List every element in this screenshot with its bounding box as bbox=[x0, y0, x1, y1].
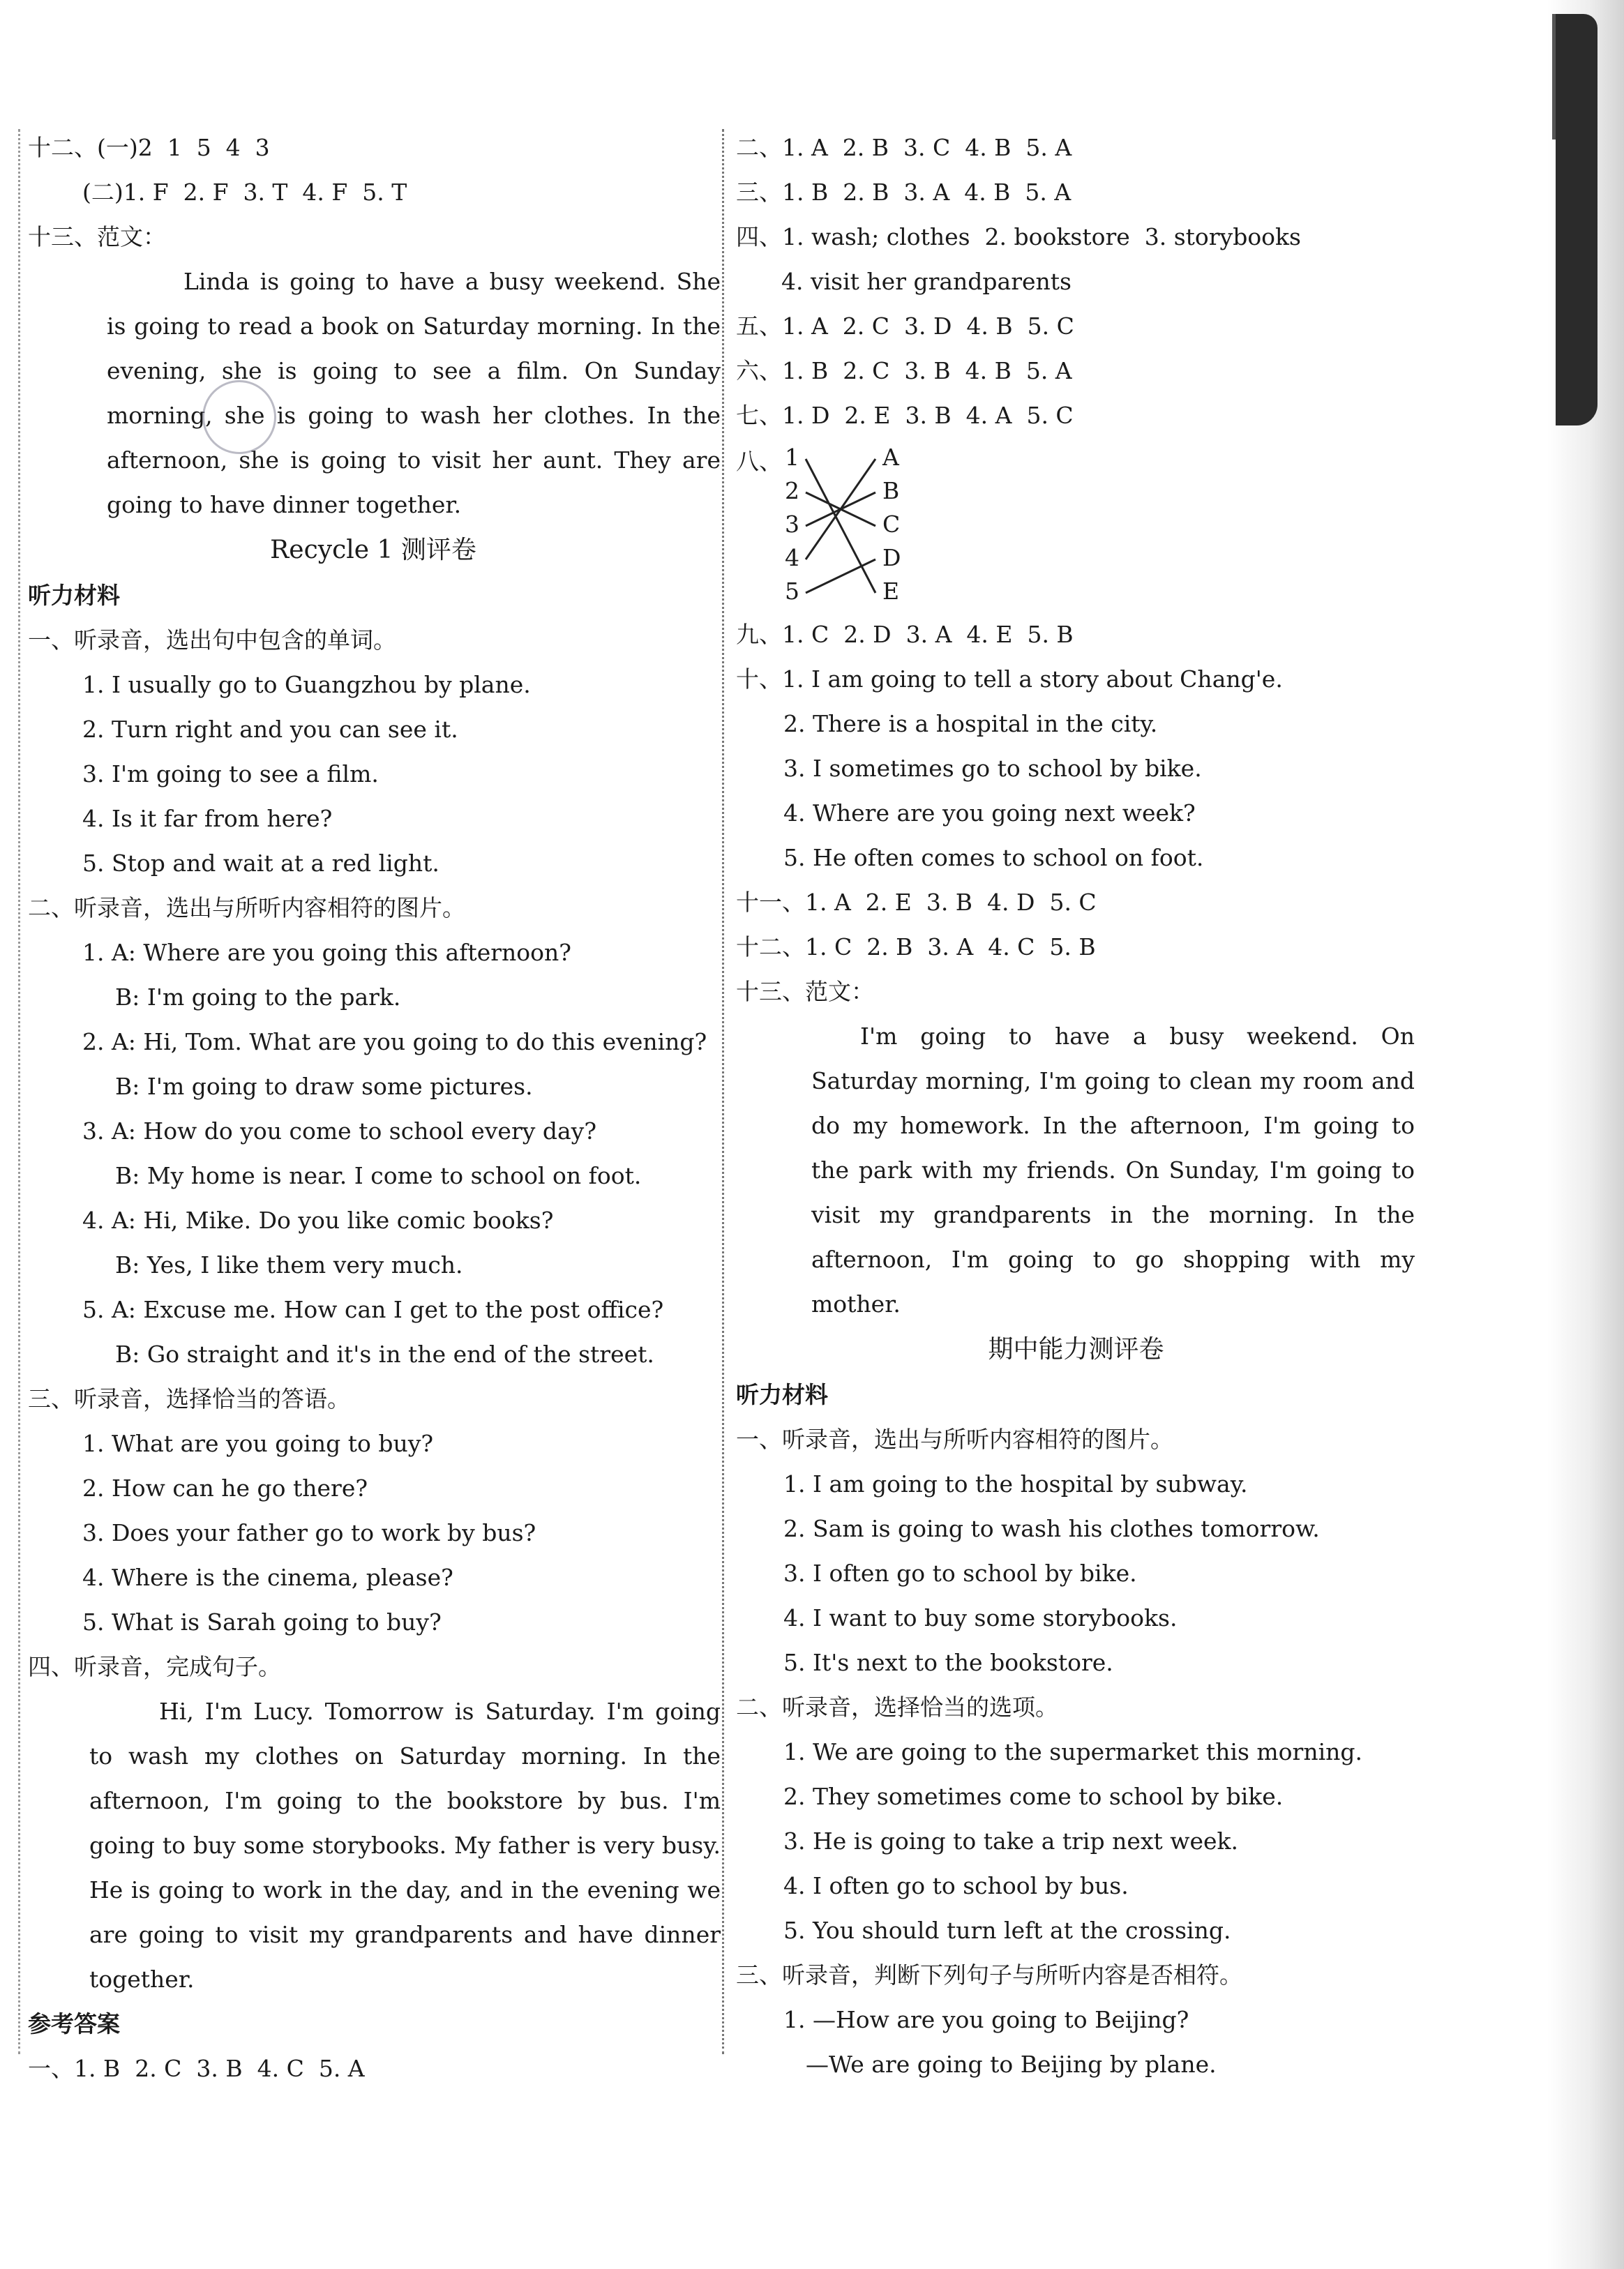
section-title-midterm: 期中能力测评卷 bbox=[988, 1335, 1164, 1364]
match-letter: E bbox=[882, 578, 900, 605]
list-item: 4. I want to buy some storybooks. bbox=[783, 1604, 1178, 1631]
dialogue-line-b: B: Yes, I like them very much. bbox=[115, 1251, 463, 1279]
matching-label: 八、 bbox=[736, 448, 782, 475]
essay-heading: 十三、范文： bbox=[28, 223, 166, 250]
right-column bbox=[736, 126, 1416, 2087]
list-item: 5. He often comes to school on foot. bbox=[783, 844, 1204, 871]
reference-answers-heading: 参考答案 bbox=[28, 2010, 120, 2037]
list-item: 1. We are going to the supermarket this morning. bbox=[783, 1738, 1362, 1765]
sample-essay-1: Linda is going to have a busy weekend. She is going to read a book on Saturday morning. In the evening, she is going to see a film. On Sunday morning, she is going to wash her clothes. In the afternoon, she is going to visit her aunt. They are going to have dinner together. bbox=[107, 268, 721, 518]
question-heading: 一、听录音，选出与所听内容相符的图片。 bbox=[736, 1426, 1173, 1453]
list-item: 1. What are you going to buy? bbox=[82, 1430, 434, 1457]
list-item: 3. I often go to school by bike. bbox=[783, 1560, 1137, 1587]
dialogue-line-b: —We are going to Beijing by plane. bbox=[806, 2051, 1217, 2078]
question-heading: 一、听录音，选出句中包含的单词。 bbox=[28, 626, 396, 654]
dialogue-line-b: B: Go straight and it's in the end of the street. bbox=[115, 1341, 654, 1368]
dialogue-line-a: 5. A: Excuse me. How can I get to the post office? bbox=[82, 1296, 664, 1323]
list-item: 3. I sometimes go to school by bike. bbox=[783, 755, 1202, 782]
answer-line: 三、1. B 2. B 3. A 4. B 5. A bbox=[736, 179, 1072, 206]
list-item: 1. I usually go to Guangzhou by plane. bbox=[82, 671, 531, 698]
dialogue-line-a: 2. A: Hi, Tom. What are you going to do this evening? bbox=[82, 1028, 707, 1055]
dialogue-line-a: 1. —How are you going to Beijing? bbox=[783, 2006, 1189, 2033]
matching-lines bbox=[799, 438, 882, 612]
match-number: 1 bbox=[785, 444, 799, 471]
list-item: 4. Is it far from here? bbox=[82, 805, 333, 832]
dialogue-line-b: B: My home is near. I come to school on foot. bbox=[115, 1162, 642, 1189]
match-line-1-d bbox=[806, 459, 875, 593]
answer-line: 十、1. I am going to tell a story about Chang'e. bbox=[736, 665, 1283, 693]
question-heading: 二、听录音，选出与所听内容相符的图片。 bbox=[28, 894, 465, 921]
list-item: 2. Sam is going to wash his clothes tomorrow. bbox=[783, 1515, 1320, 1542]
answer-line: 一、1. B 2. C 3. B 4. C 5. A bbox=[28, 2055, 365, 2082]
match-letter: D bbox=[882, 544, 901, 571]
answer-line: 四、1. wash; clothes 2. bookstore 3. storybooks bbox=[736, 223, 1301, 250]
dialogue-line-b: B: I'm going to the park. bbox=[115, 983, 401, 1011]
list-item: 3. I'm going to see a film. bbox=[82, 760, 379, 787]
list-item: 5. It's next to the bookstore. bbox=[783, 1649, 1113, 1676]
question-heading: 二、听录音，选择恰当的选项。 bbox=[736, 1694, 1058, 1721]
match-number: 2 bbox=[785, 477, 799, 504]
list-item: 1. I am going to the hospital by subway. bbox=[783, 1470, 1248, 1498]
list-item: 2. There is a hospital in the city. bbox=[783, 710, 1158, 737]
listening-paragraph: Hi, I'm Lucy. Tomorrow is Saturday. I'm going to wash my clothes on Saturday morning. In the afternoon, I'm going to the bookstore by bus. I'm going to buy some storybooks. My father is very busy. He is going to work in the day, and in the evening we are going to visit my grandparents and have dinner together. bbox=[89, 1698, 721, 1993]
list-item: 2. Turn right and you can see it. bbox=[82, 716, 458, 743]
match-line-5-c bbox=[806, 559, 875, 593]
answer-line: 七、1. D 2. E 3. B 4. A 5. C bbox=[736, 402, 1074, 429]
match-line-4-a bbox=[806, 459, 875, 559]
answer-line: (二)1. F 2. F 3. T 4. F 5. T bbox=[82, 179, 407, 206]
dialogue-line-a: 3. A: How do you come to school every day? bbox=[82, 1117, 597, 1145]
answer-line: 4. visit her grandparents bbox=[781, 268, 1072, 295]
match-letter: B bbox=[882, 477, 900, 504]
essay-heading: 十三、范文： bbox=[736, 978, 874, 1005]
list-item: 2. How can he go there? bbox=[82, 1475, 368, 1502]
match-letter: A bbox=[882, 444, 899, 471]
listening-material-heading: 听力材料 bbox=[736, 1381, 828, 1408]
dialogue-line-a: 1. A: Where are you going this afternoon? bbox=[82, 939, 571, 966]
match-number: 5 bbox=[785, 578, 799, 605]
sample-essay-2: I'm going to have a busy weekend. On Saturday morning, I'm going to clean my room and do my homework. In the afternoon, I'm going to the park with my friends. On Sunday, I'm going to visit my grandparents in the morning. In the afternoon, I'm going to go shopping with my mother. bbox=[811, 1023, 1415, 1318]
dialogue-line-a: 4. A: Hi, Mike. Do you like comic books? bbox=[82, 1207, 554, 1234]
answer-line: 二、1. A 2. B 3. C 4. B 5. A bbox=[736, 134, 1072, 161]
answer-line: 九、1. C 2. D 3. A 4. E 5. B bbox=[736, 621, 1074, 648]
answer-line: 十二、(一)2 1 5 4 3 bbox=[28, 134, 270, 161]
question-heading: 三、听录音，判断下列句子与所听内容是否相符。 bbox=[736, 1961, 1242, 1989]
answer-line: 十一、1. A 2. E 3. B 4. D 5. C bbox=[736, 889, 1097, 916]
list-item: 5. Stop and wait at a red light. bbox=[82, 850, 439, 877]
matching-answer bbox=[736, 438, 1416, 612]
question-heading: 三、听录音，选择恰当的答语。 bbox=[28, 1385, 350, 1412]
section-title-recycle: Recycle 1 测评卷 bbox=[270, 536, 476, 564]
list-item: 5. What is Sarah going to buy? bbox=[82, 1608, 442, 1636]
answer-line: 十二、1. C 2. B 3. A 4. C 5. B bbox=[736, 933, 1096, 960]
list-item: 5. You should turn left at the crossing. bbox=[783, 1917, 1231, 1944]
listening-material-heading: 听力材料 bbox=[28, 582, 120, 609]
left-column bbox=[28, 126, 719, 2091]
watermark-stamp bbox=[202, 380, 276, 454]
match-number: 4 bbox=[785, 544, 799, 571]
answer-line: 五、1. A 2. C 3. D 4. B 5. C bbox=[736, 312, 1074, 340]
list-item: 3. He is going to take a trip next week. bbox=[783, 1827, 1239, 1855]
match-number: 3 bbox=[785, 511, 799, 538]
binding-edge bbox=[1556, 14, 1597, 425]
list-item: 4. Where are you going next week? bbox=[783, 799, 1196, 827]
list-item: 2. They sometimes come to school by bike. bbox=[783, 1783, 1284, 1810]
column-divider bbox=[722, 129, 724, 2054]
question-heading: 四、听录音，完成句子。 bbox=[28, 1653, 281, 1680]
match-letter: C bbox=[882, 511, 901, 538]
list-item: 4. I often go to school by bus. bbox=[783, 1872, 1129, 1899]
list-item: 4. Where is the cinema, please? bbox=[82, 1564, 453, 1591]
answer-line: 六、1. B 2. C 3. B 4. B 5. A bbox=[736, 357, 1072, 384]
left-dotted-rule bbox=[18, 129, 20, 2054]
list-item: 3. Does your father go to work by bus? bbox=[82, 1519, 536, 1546]
dialogue-line-b: B: I'm going to draw some pictures. bbox=[115, 1073, 533, 1100]
